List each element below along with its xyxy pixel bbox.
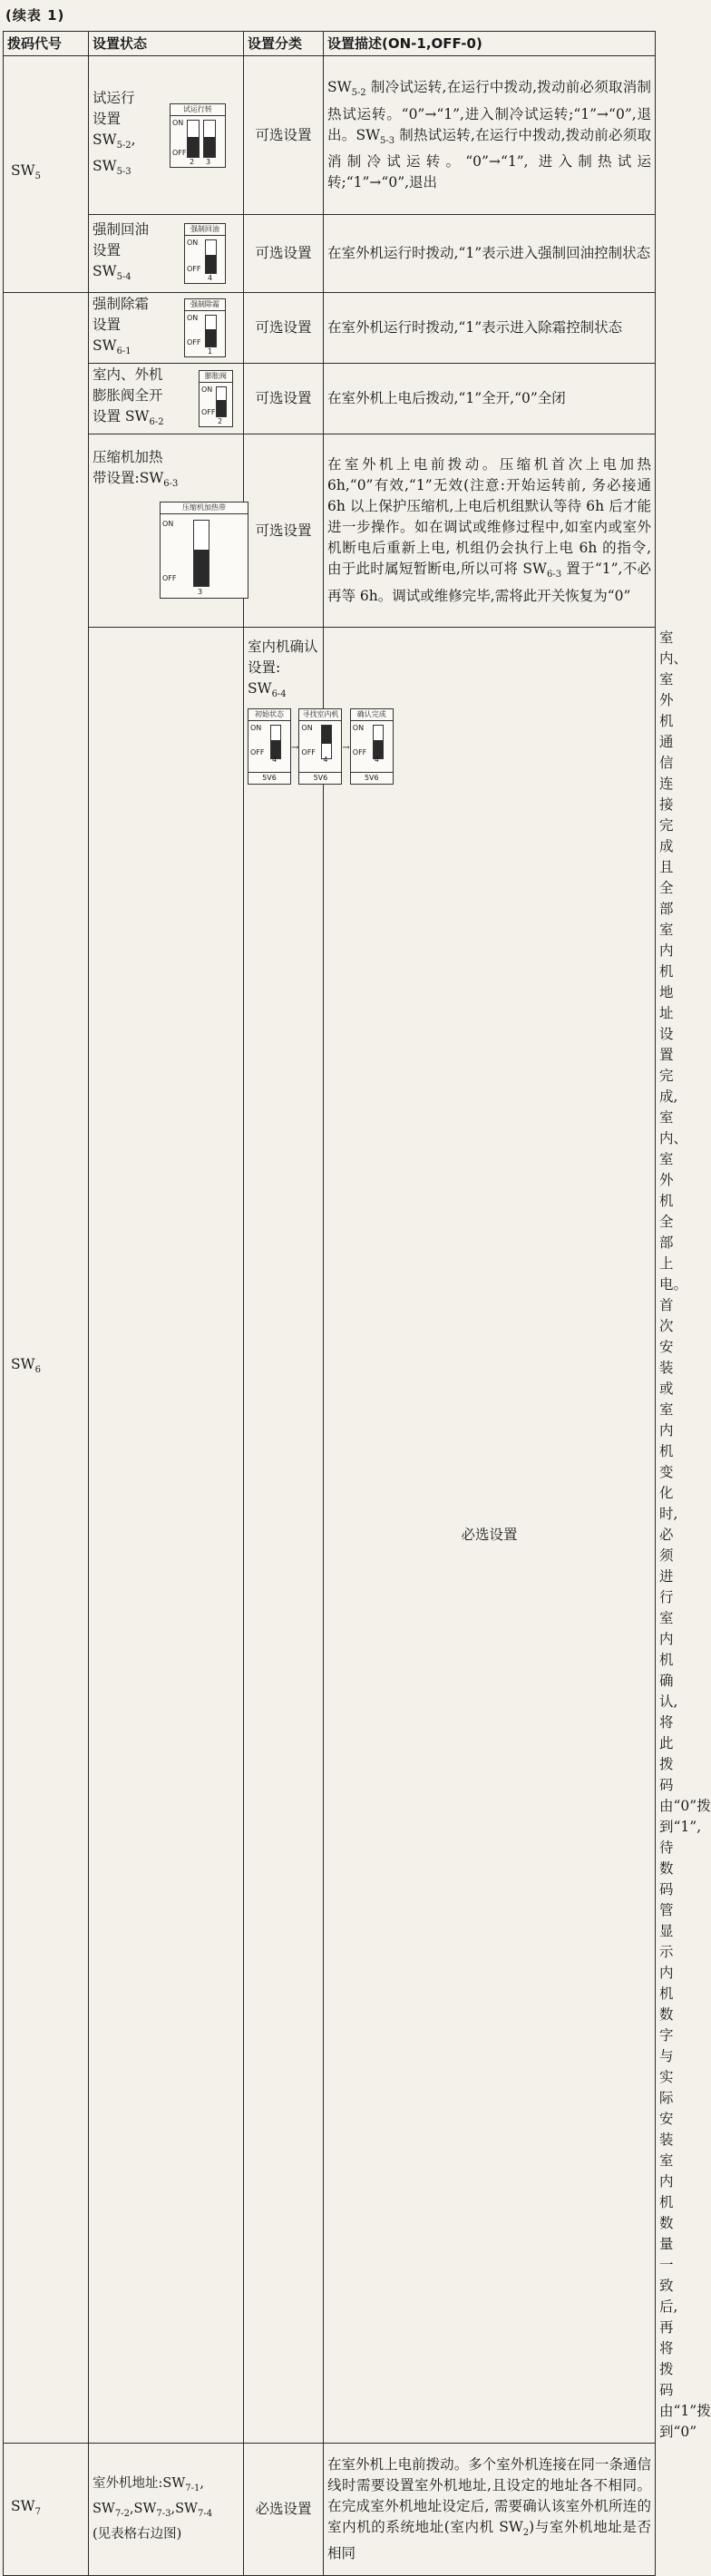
- table-row: [4, 215, 656, 293]
- dip-switch-diagram: 试运行转 ON OFF 2 3: [170, 103, 226, 168]
- category-cell: 可选设置: [244, 364, 324, 434]
- header-row: [4, 32, 656, 56]
- description-cell: 在室外机运行时拨动,“1”表示进入强制回油控制状态: [324, 215, 656, 293]
- category-cell: 必选设置: [324, 628, 656, 2444]
- setting-state-text: 室外机地址$:SW_{7-1}$, $SW_{7-2},SW_{7-3},SW_{7-4}$ (见表格右边图): [93, 2476, 213, 2542]
- description-cell: 在室外机上电前拨动。压缩机首次上电加热 6h,“0”有效,“1”无效(注意:开始运转前, 务必接通 6h 以上保护压缩机,上电后机组默认等待 6h 后才能进一步操作。如在调试或维修过程中,如室内或室外机断电后重新上电, 机组仍会执行上电 6h 的指令, 由于此时属短暂断电,所以可将 $SW_{6-3}$ 置于“1”,不必再等 6h。调试或维修完毕,需将此开关恢复为“0”: [324, 434, 656, 628]
- description-cell: 在室外机上电后拨动,“1”全开,“0”全闭: [324, 364, 656, 434]
- setting-state-text: 室内机确认设置: $SW_{6-4}$: [248, 639, 318, 700]
- setting-state-cell: [89, 2444, 244, 2576]
- code-sw5: $SW_5$: [4, 56, 89, 293]
- table-row: [4, 56, 656, 215]
- code-sw6: $SW_6$: [4, 293, 89, 2444]
- setting-state-cell: [89, 215, 244, 293]
- setting-state-text: 试运行 设置 $SW_{5-2}$, $SW_{5-3}$: [93, 89, 136, 178]
- switch-sequence: 初始状态 ON OFF 4 5V6 → 寻找室内机 ON OFF 4 5V6 → 确认完成 ON OFF 4 5V6: [248, 708, 319, 785]
- dip-switch-table: [3, 31, 711, 2576]
- setting-state-cell: [89, 364, 244, 434]
- table-row: [4, 2444, 656, 2576]
- table-row: 室内机确认设置: $SW_{6-4}$ 初始状态 ON OFF 4 5V6 → 寻找室内机 ON OFF 4 5V6 → 确认完成 ON OFF 4 5V6 必选设置 室内、室外机通信连接完成且全部室内机地址设置完成, 室内、室外机全部上电。首次安装或室内机变化时,必须进行室内机确认,将此拨码由“0”拨到“1”,待数码管显示内机数字与实际安装室内机数量一致后,再将拨码由“1”拨到“0”: [4, 628, 656, 2444]
- category-cell: 可选设置: [244, 56, 324, 215]
- dip-switch-diagram: 强制除霜 ON OFF 1: [184, 298, 226, 357]
- dip-switch-confirmed: 确认完成 ON OFF 4 5V6: [350, 708, 394, 785]
- setting-state-cell: [89, 434, 244, 628]
- dip-switch-diagram: 压缩机加热带 ON OFF 3: [160, 502, 248, 599]
- setting-state-cell: [244, 628, 386, 2444]
- setting-state-text: 压缩机加热 带设置$:SW_{6-3}$: [93, 449, 179, 490]
- dip-switch-searching: 寻找室内机 ON OFF 4 5V6: [298, 708, 342, 785]
- category-cell: 必选设置: [244, 2444, 324, 2576]
- category-cell: 可选设置: [244, 215, 324, 293]
- header-description: 设置描述(ON-1,OFF-0): [324, 32, 656, 56]
- setting-state-cell: [89, 293, 244, 364]
- dip-switch-diagram: 膨胀阀 ON OFF 2: [199, 370, 233, 427]
- header-setting-state: 设置状态: [89, 32, 244, 56]
- setting-state-cell: [89, 56, 244, 215]
- header-code: 拨码代号: [4, 32, 89, 56]
- category-cell: 可选设置: [244, 293, 324, 364]
- dip-switch-initial: 初始状态 ON OFF 4 5V6: [248, 708, 291, 785]
- table-row: [4, 364, 656, 434]
- table-row: [4, 434, 656, 628]
- setting-state-text: 强制回油 设置 $SW_{5-4}$: [93, 220, 150, 283]
- dip-switch-diagram: 强制回油 ON OFF 4: [184, 223, 226, 284]
- setting-state-text: 强制除霜 设置 $SW_{6-1}$: [93, 295, 150, 357]
- table-caption: (续表 1): [5, 7, 65, 24]
- setting-state-text: 室内、外机 膨胀阀全开 设置 $SW_{6-2}$: [93, 366, 164, 428]
- description-cell: 在室外机上电前拨动。多个室外机连接在同一条通信线时需要设置室外机地址,且设定的地址各不相同。在完成室外机地址设定后, 需要确认该室外机所连的室内机的系统地址(室内机 $SW_2$)与室外机地址是否相同: [324, 2444, 656, 2576]
- code-empty: [89, 628, 244, 2444]
- category-cell: 可选设置: [244, 434, 324, 628]
- description-cell: 在室外机运行时拨动,“1”表示进入除霜控制状态: [324, 293, 656, 364]
- table-row: [4, 293, 656, 364]
- header-category: 设置分类: [244, 32, 324, 56]
- code-sw7: $SW_7$: [4, 2444, 89, 2576]
- description-cell: $SW_{5-2}$ 制冷试运转,在运行中拨动,拨动前必须取消制热试运转。“0”→“1”,进入制冷试运转;“1”→“0”,退出。$SW_{5-3}$ 制热试运转,在运行中拨动,拨动前必须取消制冷试运转。“0”→“1”, 进入制热试运转;“1”→“0”,退出: [324, 56, 656, 215]
